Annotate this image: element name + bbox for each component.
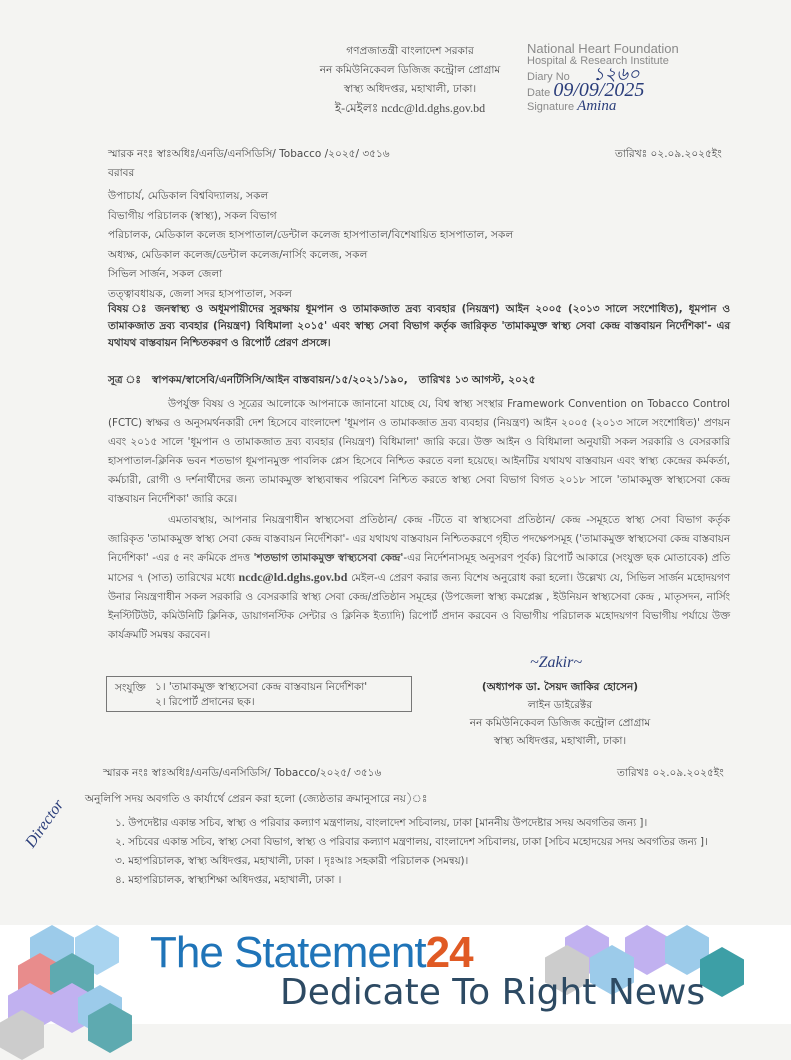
letterhead-government: গণপ্রজাতন্ত্রী বাংলাদেশ সরকার (346, 45, 474, 57)
cc-item: ৩. মহাপরিচালক, স্বাস্থ্য অধিদপ্তর, মহাখালী, ঢাকা । দৃঃআঃ সহকারী পরিচালক (সমন্বয়)। (115, 855, 469, 867)
letterhead (250, 42, 570, 118)
memo-number: স্মারক নংঃ স্বাঃঅধিঃ/এনডি/এনসিডিসি/ Tobacco /২০২৫/ ৩৫১৬ (108, 148, 390, 160)
recipient: বিভাগীয় পরিচালক (স্বাস্থ্য), সকল বিভাগ (108, 209, 277, 222)
handwritten-note: Director (22, 796, 68, 851)
cc-intro: অনুলিপি সদয় অবগতি ও কার্যার্থে প্রেরন করা হলো (জ্যেষ্ঠতার ক্রমানুসারে নয়)ঃ (85, 793, 428, 805)
stamp-signature: Signature Amina (527, 98, 617, 114)
watermark-logo: The Statement24 (150, 928, 473, 977)
cc-item: ৪. মহাপরিচালক, স্বাস্থ্যশিক্ষা অধিদপ্তর, মহাখালী, ঢাকা । (115, 874, 342, 886)
signatory-block (440, 678, 680, 750)
letterhead-address: স্বাস্থ্য অধিদপ্তর, মহাখালী, ঢাকা। (343, 83, 477, 95)
attachment-item: ২। রিপোর্ট প্রদানের ছক। (155, 696, 255, 708)
email-link[interactable]: ncdc@ld.dghs.gov.bd (238, 570, 348, 584)
cc-list (115, 814, 755, 890)
stamp-org2: Hospital & Research Institute (527, 55, 669, 67)
memo-date: তারিখঃ ০২.০৯.২০২৫ইং (615, 148, 722, 160)
letterhead-program: নন কমিউনিকেবল ডিজিজ কন্ট্রোল প্রোগ্রাম (319, 64, 501, 76)
watermark-tagline: Dedicate To Right News (280, 972, 706, 1013)
stamp-diary: Diary No ১২৬০ (527, 64, 640, 84)
cc-item: ১. উপদেষ্টার একান্ত সচিব, স্বাস্থ্য ও পরিবার কল্যাণ মন্ত্রণালয়, বাংলাদেশ সচিবালয়, ঢাকা [মাননীয় উপদেষ্টার সদয় অবগতির জন্য ]। (115, 817, 648, 829)
subject-label: বিষয় ঃ (108, 303, 149, 315)
body-paragraph-1: উপর্যুক্ত বিষয় ও সূত্রের আলোকে আপনাকে জানানো যাচ্ছে যে, বিশ্ব স্বাস্থ্য সংস্থার Framework Convention on Tobacco Control (FCTC) স্বাক্ষর ও অনুসমর্থনকারী দেশ হিসেবে বাংলাদেশ 'ধূমপান ও তামাকজাত দ্রব্য ব্যবহার (নিয়ন্ত্রণ) আইন ২০০৫ (২০১৩ সালে সংশোধিত)' প্রণয়ন এবং ২০১৫ সালে 'ধূমপান ও তামাকজাত দ্রব্য ব্যবহার (নিয়ন্ত্রণ) বিধিমালা' জারি করে। উক্ত আইন ও বিধিমালা অনুযায়ী সকল সরকারি ও বেসরকারি হাসপাতাল-ক্লিনিক ভবন শতভাগ ধূমপানমুক্ত পাবলিক প্লেস হিসেবে নিশ্চিত করতে বলা হয়েছে। আইনটির যথাযথ বাস্তবায়ন এবং স্বাস্থ্য কেন্দ্রের কর্মকর্তা, কর্মচারী, রোগী ও দর্শনার্থীদের জন্য তামাকমুক্ত স্বাস্থ্যবান্ধব পরিবেশ নিশ্চিত করতে স্বাস্থ্য সেবা বিভাগ বিগত ২০১৮ সালে 'তামাকমুক্ত স্বাস্থ্যসেবা কেন্দ্র বাস্তবায়ন নির্দেশিকা' জারি করে। (108, 398, 730, 505)
memo2-date: তারিখঃ ০২.০৯.২০২৫ইং (617, 767, 724, 779)
signatory-title: লাইন ডাইরেক্টর (527, 699, 593, 711)
body-paragraph-2: এমতাবস্থায়, আপনার নিয়ন্ত্রণাধীন স্বাস্থ্যসেবা প্রতিষ্ঠান/ কেন্দ্র -টিতে বা স্বাস্থ্যসেবা প্রতিষ্ঠান/ কেন্দ্র -সমূহতে স্বাস্থ্য সেবা বিভাগ কর্তৃক জারিকৃত 'তামাকমুক্ত স্বাস্থ্য সেবা কেন্দ্র বাস্তবায়ন নির্দেশিকা'- এর যথাযথ বাস্তবায়ন নিশ্চিতকরণে গৃহীত পদক্ষেপসমূহ ('তামাকমুক্ত স্বাস্থ্যসেবা কেন্দ্র বাস্তবায়ন নির্দেশিকা' -এর ৫ নং ক্রমিকে প্রদত্ত 'শতভাগ তামাকমুক্ত স্বাস্থ্যসেবা কেন্দ্র'-এর নির্দেশনাসমূহ অনুসরণ পূর্বক) রিপোর্ট আকারে (সংযুক্ত ছক মোতাবেক) প্রতি মাসের ৭ (সাত) তারিখের মধ্যে ncdc@ld.dghs.gov.bd মেইল-এ প্রেরণ করার জন্য বিশেষ অনুরোধ করা হলো। উল্লেখ্য যে, সিভিল সার্জন মহোদয়গণ উনার নিয়ন্ত্রণাধীন সকল সরকারি ও বেসরকারি স্বাস্থ্য সেবা কেন্দ্র/প্রতিষ্ঠান সমূহের (উপজেলা স্বাস্থ্য কমপ্লেক্স , ইউনিয়ন স্বাস্থ্যসেবা কেন্দ্র , মাতৃসদন, নার্সিং ইনস্টিটিউট, কমিউনিটি ক্লিনিক, ডায়াগনস্টিক সেন্টার ও ক্লিনিক ইত্যাদি) রিপোর্ট প্রদান করবেন ও বিভাগীয় পরিচালক মহোদয়গণ বিভাগীয় পর্যায়ে উক্ত কার্যক্রমটি সমন্বয় করবেন। (108, 514, 731, 641)
received-stamp (527, 42, 727, 114)
attachments-box: সংযুক্তি ১। 'তামাকমুক্ত স্বাস্থ্যসেবা কেন্দ্র বাস্তবায়ন নির্দেশিকা' ২। রিপোর্ট প্রদানের ছক। (106, 676, 412, 712)
signatory-name: (অধ্যাপক ডা. সৈয়দ জাকির হোসেন) (481, 681, 639, 693)
stamp-org: National Heart Foundation (527, 41, 679, 56)
reference: সূত্র ঃ স্বাপকম/স্বাসেবি/এনটিসিসি/আইন বাস্তবায়ন/১৫/২০২১/১৯০, তারিখঃ ১৩ আগস্ট, ২০২৫ (108, 374, 536, 386)
signatory-address: স্বাস্থ্য অধিদপ্তর, মহাখালী, ঢাকা। (493, 735, 627, 747)
recipient: অধ্যক্ষ, মেডিকাল কলেজ/ডেন্টাল কলেজ/নার্সিং কলেজ, সকল (108, 248, 368, 261)
recipient: সিভিল সার্জন, সকল জেলা (108, 268, 223, 280)
recipient: উপাচার্য, মেডিকাল বিশ্ববিদ্যালয়, সকল (108, 190, 269, 202)
to-label: বরাবর (108, 167, 135, 179)
recipient-list (108, 187, 513, 304)
signatory-office: নন কমিউনিকেবল ডিজিজ কন্ট্রোল প্রোগ্রাম (469, 717, 651, 729)
cc-item: ২. সচিবের একান্ত সচিব, স্বাস্থ্য সেবা বিভাগ, স্বাস্থ্য ও পরিবার কল্যাণ মন্ত্রণালয়, বাংলাদেশ সচিবালয়, ঢাকা [সচিব মহোদয়ের সদয় অবগতির জন্য ]। (115, 836, 708, 848)
recipient: পরিচালক, মেডিকাল কলেজ হাসপাতাল/ডেন্টাল কলেজ হাসপাতাল/বিশেষায়িত হাসপাতাল, সকল (108, 229, 514, 241)
recipient: তত্ত্বাবধায়ক, জেলা সদর হাসপাতাল, সকল (108, 287, 292, 300)
signature: ~Zakir~ (530, 654, 582, 671)
subject-text: জনস্বাস্থ্য ও অধূমপায়ীদের সুরক্ষায় ধূমপান ও তামাকজাত দ্রব্য ব্যবহার (নিয়ন্ত্রণ) আইন ২০০৫ (২০১৩ সালে সংশোধিত), ধূমপান ও তামাকজাত দ্রব্য ব্যবহার (নিয়ন্ত্রণ) বিধিমালা ২০১৫' এবং স্বাস্থ্য সেবা বিভাগ কর্তৃক জারিকৃত 'তামাকমুক্ত স্বাস্থ্য সেবা কেন্দ্র বাস্তবায়ন নির্দেশিকা'- এর যথাযথ বাস্তবায়ন নিশ্চিতকরণ ও রিপোর্ট প্রেরণ প্রসঙ্গে। (108, 303, 731, 349)
letterhead-email: ই-মেইলঃ ncdc@ld.dghs.gov.bd (334, 101, 486, 115)
attachment-item: ১। 'তামাকমুক্ত স্বাস্থ্যসেবা কেন্দ্র বাস্তবায়ন নির্দেশিকা' (155, 681, 368, 693)
subject (108, 301, 730, 352)
memo2-number: স্মারক নংঃ স্বাঃঅধিঃ/এনডি/এনসিডিসি/ Tobacco/২০২৫/ ৩৫১৬ (103, 767, 382, 779)
stamp-date: Date 09/09/2025 (527, 79, 645, 101)
